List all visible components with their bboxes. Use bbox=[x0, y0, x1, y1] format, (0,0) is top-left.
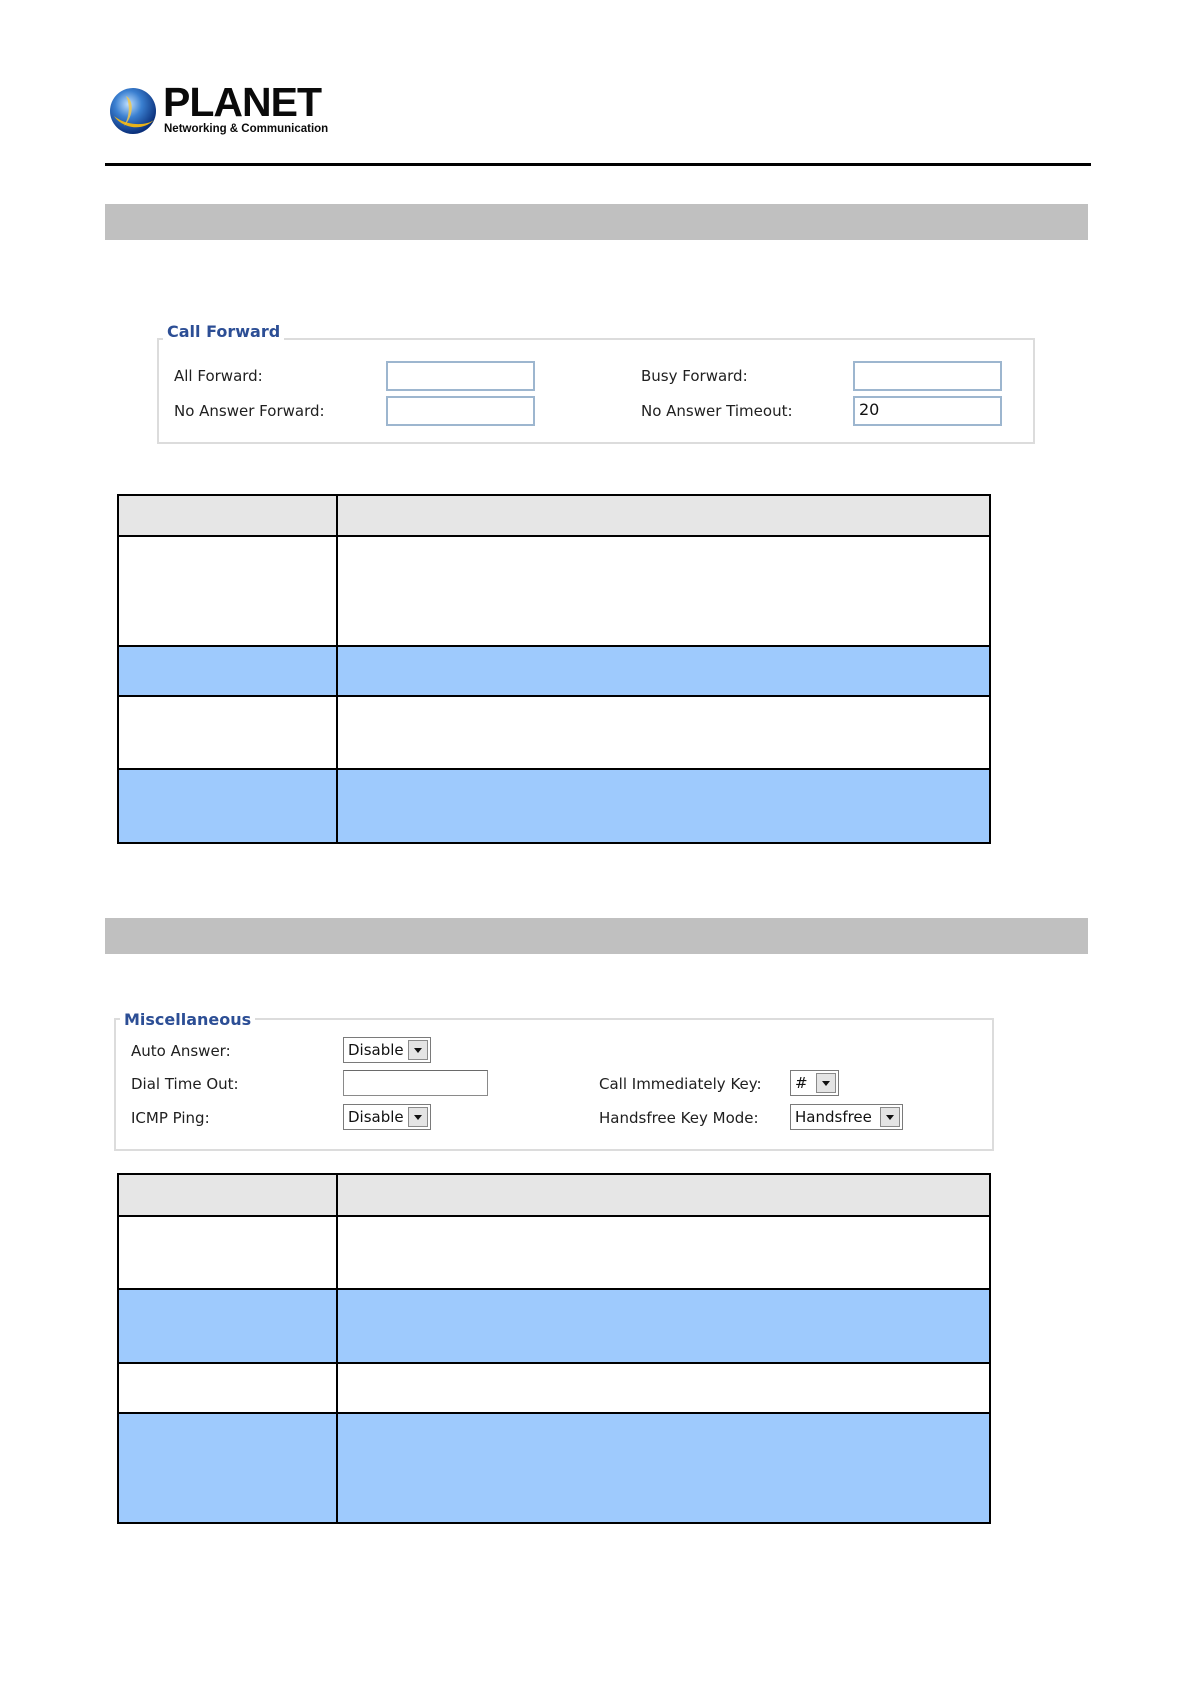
table-cell bbox=[337, 1413, 990, 1523]
auto-answer-label: Auto Answer: bbox=[131, 1042, 231, 1060]
table-header-row bbox=[118, 495, 990, 536]
call-forward-fieldset bbox=[157, 338, 1035, 444]
table-cell bbox=[118, 536, 337, 646]
table-cell bbox=[337, 646, 990, 696]
call-immediately-key-select[interactable] bbox=[790, 1070, 839, 1096]
icmp-ping-select[interactable] bbox=[343, 1104, 431, 1130]
table-cell bbox=[118, 1289, 337, 1363]
busy-forward-label: Busy Forward: bbox=[641, 367, 748, 385]
dropdown-arrow-icon[interactable] bbox=[408, 1107, 428, 1127]
planet-globe-logo-icon bbox=[108, 86, 158, 136]
table-cell bbox=[118, 1413, 337, 1523]
call-forward-description-table bbox=[117, 494, 991, 844]
dial-time-out-label: Dial Time Out: bbox=[131, 1075, 239, 1093]
no-answer-forward-input[interactable] bbox=[386, 396, 535, 426]
call-immediately-key-label: Call Immediately Key: bbox=[599, 1075, 762, 1093]
no-answer-timeout-label: No Answer Timeout: bbox=[641, 402, 793, 420]
dropdown-arrow-icon[interactable] bbox=[880, 1107, 900, 1127]
miscellaneous-description-table bbox=[117, 1173, 991, 1524]
auto-answer-value: Disable bbox=[348, 1041, 404, 1059]
brand-name: PLANET bbox=[163, 79, 321, 125]
table-row bbox=[118, 646, 990, 696]
table-row bbox=[118, 536, 990, 646]
call-immediately-key-value: # bbox=[795, 1074, 808, 1092]
all-forward-label: All Forward: bbox=[174, 367, 263, 385]
section-header-bar bbox=[105, 204, 1088, 240]
table-header-row bbox=[118, 1174, 990, 1216]
table-row bbox=[118, 769, 990, 843]
table-cell bbox=[118, 769, 337, 843]
table-header-cell bbox=[337, 1174, 990, 1216]
call-forward-legend: Call Forward bbox=[163, 322, 284, 342]
table-cell bbox=[337, 1289, 990, 1363]
icmp-ping-value: Disable bbox=[348, 1108, 404, 1126]
auto-answer-select[interactable] bbox=[343, 1037, 431, 1063]
handsfree-key-mode-select[interactable] bbox=[790, 1104, 903, 1130]
icmp-ping-label: ICMP Ping: bbox=[131, 1109, 210, 1127]
no-answer-timeout-input[interactable]: 20 bbox=[853, 396, 1002, 426]
table-row bbox=[118, 1289, 990, 1363]
table-cell bbox=[118, 1216, 337, 1289]
brand-tagline: Networking & Communication bbox=[164, 123, 329, 135]
table-cell bbox=[337, 536, 990, 646]
table-cell bbox=[337, 769, 990, 843]
table-header-cell bbox=[337, 495, 990, 536]
section-header-bar bbox=[105, 918, 1088, 954]
table-cell bbox=[118, 646, 337, 696]
table-cell bbox=[337, 1216, 990, 1289]
miscellaneous-fieldset bbox=[114, 1018, 994, 1151]
table-cell bbox=[118, 1363, 337, 1413]
miscellaneous-legend: Miscellaneous bbox=[120, 1010, 255, 1030]
table-cell bbox=[337, 1363, 990, 1413]
table-cell bbox=[337, 696, 990, 769]
dial-time-out-input[interactable] bbox=[343, 1070, 488, 1096]
table-cell bbox=[118, 696, 337, 769]
table-header-cell bbox=[118, 1174, 337, 1216]
handsfree-key-mode-label: Handsfree Key Mode: bbox=[599, 1109, 759, 1127]
table-header-cell bbox=[118, 495, 337, 536]
table-row bbox=[118, 1363, 990, 1413]
table-row bbox=[118, 1216, 990, 1289]
header-divider bbox=[105, 163, 1091, 166]
dropdown-arrow-icon[interactable] bbox=[816, 1073, 836, 1093]
table-row bbox=[118, 1413, 990, 1523]
busy-forward-input[interactable] bbox=[853, 361, 1002, 391]
no-answer-forward-label: No Answer Forward: bbox=[174, 402, 325, 420]
all-forward-input[interactable] bbox=[386, 361, 535, 391]
dropdown-arrow-icon[interactable] bbox=[408, 1040, 428, 1060]
handsfree-key-mode-value: Handsfree bbox=[795, 1108, 872, 1126]
table-row bbox=[118, 696, 990, 769]
